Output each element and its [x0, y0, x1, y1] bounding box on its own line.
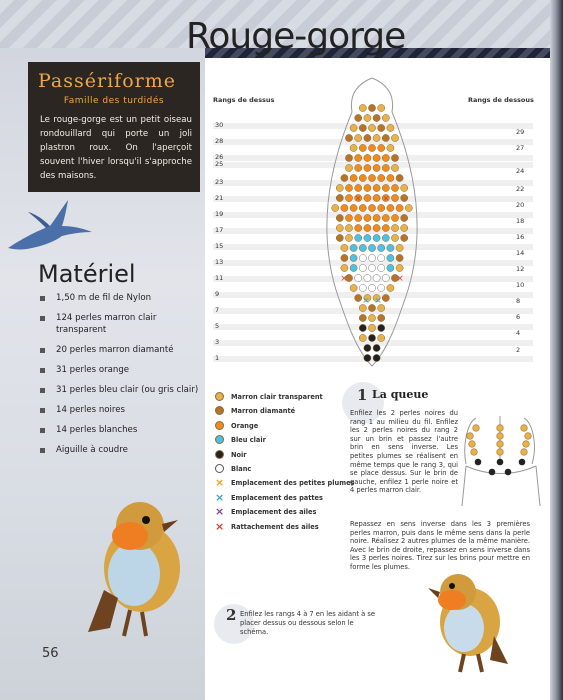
bead: [387, 144, 394, 151]
bead: [341, 264, 348, 271]
bead: [368, 144, 375, 151]
cross-icon: ×: [215, 476, 225, 490]
bead: [359, 124, 366, 131]
step2-number: 2: [226, 606, 237, 624]
bead: [368, 334, 375, 341]
bead: [364, 194, 371, 201]
bead: [336, 194, 343, 201]
legend-label: Emplacement des pattes: [231, 493, 323, 502]
materials-item: Aiguille à coudre: [40, 444, 200, 456]
legend-label: Marron diamanté: [231, 407, 296, 416]
tail-diagram: [458, 414, 544, 510]
materials-item: 124 perles marron clair transparent: [40, 312, 200, 336]
row-number-left: 28: [215, 137, 224, 145]
bead: [378, 204, 385, 211]
bead: [355, 164, 362, 171]
materials-item: 31 perles bleu clair (ou gris clair): [40, 384, 200, 396]
bead: [336, 214, 343, 221]
materials-item: 14 perles noires: [40, 404, 200, 416]
bead: [332, 204, 339, 211]
bead: [345, 164, 352, 171]
bead: [355, 184, 362, 191]
bead: [378, 124, 385, 131]
beaded-robin-photo: [84, 490, 194, 640]
row-number-right: 12: [516, 265, 525, 273]
bead: [368, 204, 375, 211]
bead: [391, 214, 398, 221]
bead: [368, 244, 375, 251]
bird-family: Famille des turdidés: [63, 96, 165, 106]
bead-swatch-icon: [215, 406, 224, 415]
bead: [401, 184, 408, 191]
bead: [396, 244, 403, 251]
cross-icon: ×: [215, 519, 225, 533]
thread-outline: [327, 78, 417, 366]
bead: [364, 164, 371, 171]
bird-order: Passériforme: [38, 70, 176, 92]
bead: [378, 254, 385, 261]
bead: [364, 114, 371, 121]
bead: [345, 154, 352, 161]
bead: [401, 234, 408, 241]
bead-swatch-icon: [215, 464, 224, 473]
legend-label: Blanc: [231, 465, 252, 473]
bead: [391, 194, 398, 201]
page-title: Rouge-gorge: [186, 16, 406, 57]
bead: [355, 114, 362, 121]
bead: [378, 174, 385, 181]
bead: [345, 234, 352, 241]
bead: [391, 234, 398, 241]
bead: [401, 214, 408, 221]
bead: [373, 234, 380, 241]
bead: [373, 214, 380, 221]
cross-marker: ×: [396, 274, 404, 284]
bead: [387, 264, 394, 271]
bead: [396, 204, 403, 211]
bead-swatch-icon: [215, 421, 224, 430]
bead: [350, 204, 357, 211]
bead: [382, 214, 389, 221]
bead: [373, 184, 380, 191]
row-number-right: 29: [516, 128, 525, 136]
bead: [345, 224, 352, 231]
row-number-right: 6: [516, 313, 521, 321]
row-number-right: 24: [516, 167, 525, 175]
bead: [359, 264, 366, 271]
step2-text: Enfilez les rangs 4 à 7 en les aidant à se placer dessus ou dessous selon le schéma.: [240, 610, 375, 636]
bead: [382, 224, 389, 231]
row-number-left: 21: [215, 194, 224, 202]
row-number-left: 26: [215, 153, 224, 161]
bead: [345, 134, 352, 141]
cross-marker: ×: [340, 274, 348, 284]
bead: [336, 234, 343, 241]
legend-label: Bleu clair: [231, 436, 266, 445]
row-number-right: 2: [516, 346, 521, 354]
row-number-right: 10: [516, 281, 525, 289]
row-number-left: 1: [215, 354, 220, 362]
bead: [382, 164, 389, 171]
bottom-rows-label: Rangs de dessous: [468, 96, 534, 104]
bead: [373, 164, 380, 171]
bead-swatch-icon: [215, 450, 224, 459]
bead: [373, 134, 380, 141]
bead: [345, 214, 352, 221]
row-number-left: 3: [215, 338, 220, 346]
bead: [382, 294, 389, 301]
bead: [387, 244, 394, 251]
step1-title: La queue: [372, 388, 429, 401]
bead: [401, 194, 408, 201]
row-number-left: 5: [215, 322, 220, 330]
bead: [359, 314, 366, 321]
bead: [350, 264, 357, 271]
bead: [359, 204, 366, 211]
bead: [382, 274, 389, 281]
bead: [382, 114, 389, 121]
bead: [387, 124, 394, 131]
row-number-right: 18: [516, 217, 525, 225]
row-number-left: 9: [215, 290, 220, 298]
materials-item: 31 perles orange: [40, 364, 200, 376]
bead: [364, 134, 371, 141]
row-number-left: 17: [215, 226, 224, 234]
bead: [336, 224, 343, 231]
bead: [359, 174, 366, 181]
bead: [350, 174, 357, 181]
bead: [364, 234, 371, 241]
step1-number: 1: [357, 386, 368, 404]
bead: [387, 204, 394, 211]
bead: [373, 354, 380, 361]
bead: [378, 264, 385, 271]
bead: [378, 104, 385, 111]
bead: [368, 174, 375, 181]
bead: [387, 174, 394, 181]
bead: [391, 164, 398, 171]
bead: [355, 274, 362, 281]
bead: [355, 224, 362, 231]
bead: [382, 234, 389, 241]
bead: [368, 124, 375, 131]
bead: [373, 274, 380, 281]
bead: [350, 124, 357, 131]
bead: [396, 254, 403, 261]
legend-label: Rattachement des ailes: [231, 522, 319, 531]
materials-item: 20 perles marron diamanté: [40, 344, 200, 356]
bead: [350, 244, 357, 251]
bead: [359, 144, 366, 151]
bead: [355, 294, 362, 301]
bead-swatch-icon: [215, 392, 224, 401]
bead: [387, 254, 394, 261]
legend-label: Marron clair transparent: [231, 393, 323, 401]
row-number-left: 23: [215, 178, 224, 186]
bead: [378, 334, 385, 341]
legend-item: [215, 507, 375, 519]
legend-label: Noir: [231, 450, 247, 459]
bead: [391, 134, 398, 141]
bead: [368, 314, 375, 321]
bead: [350, 284, 357, 291]
bead: [355, 234, 362, 241]
legend-label: Emplacement des ailes: [231, 508, 317, 517]
row-number-right: 16: [516, 233, 525, 241]
bead: [382, 184, 389, 191]
bead: [364, 214, 371, 221]
bead: [373, 114, 380, 121]
bead: [368, 104, 375, 111]
page-number: 56: [42, 646, 59, 661]
row-number-right: 4: [516, 329, 521, 337]
bead: [341, 204, 348, 211]
bead: [378, 314, 385, 321]
bead: [345, 184, 352, 191]
bead: [373, 194, 380, 201]
beaded-robin-photo-small: [424, 566, 510, 676]
row-number-right: 22: [516, 185, 525, 193]
bead: [364, 344, 371, 351]
bead: [368, 264, 375, 271]
step1-text: Enfilez les 2 perles noires du rang 1 au milieu du fil. Enfilez les 2 perles noires du rang 2 sur un brin et passez l'autre brin en sens inverse. Les petites plumes se réalisent en même temps que le rang 3, qui se place dessus. Sur le brin de gauche, enfilez 1 perle noire et 4 perles marron clair.: [350, 409, 458, 495]
cross-icon: ×: [215, 490, 225, 504]
row-number-left: 7: [215, 306, 220, 314]
cross-marker: ×: [382, 194, 390, 204]
bead: [341, 254, 348, 261]
bead: [350, 254, 357, 261]
bead: [382, 154, 389, 161]
bead: [387, 284, 394, 291]
bead: [396, 264, 403, 271]
bead: [405, 204, 412, 211]
bead: [368, 324, 375, 331]
bead: [391, 224, 398, 231]
bead: [359, 104, 366, 111]
bead: [355, 154, 362, 161]
bead: [401, 224, 408, 231]
bead: [359, 324, 366, 331]
bead: [391, 184, 398, 191]
cross-marker: ×: [354, 194, 362, 204]
cross-marker: ×: [374, 296, 382, 306]
cross-marker: ×: [362, 296, 370, 306]
bead: [373, 154, 380, 161]
bead: [368, 284, 375, 291]
bead: [378, 244, 385, 251]
bead: [391, 154, 398, 161]
row-number-right: 8: [516, 297, 521, 305]
materials-heading: Matériel: [38, 260, 136, 288]
row-number-left: 13: [215, 258, 224, 266]
bead: [341, 244, 348, 251]
row-number-left: 11: [215, 274, 224, 282]
bird-description: Le rouge-gorge est un petit oiseau rondouillard qui porte un joli plastron roux. On l'aperçoit souvent l'hiver lorsqu'il s'approche des maisons.: [40, 115, 192, 181]
cross-icon: ×: [215, 505, 225, 519]
bead: [378, 144, 385, 151]
legend-label: Emplacement des petites plumes: [231, 479, 355, 488]
bead: [350, 144, 357, 151]
bead: [341, 174, 348, 181]
bead: [382, 134, 389, 141]
bead: [396, 174, 403, 181]
legend-label: Orange: [231, 421, 259, 430]
bead: [364, 224, 371, 231]
row-number-right: 27: [516, 144, 525, 152]
bead: [359, 254, 366, 261]
bead: [336, 184, 343, 191]
bead: [364, 184, 371, 191]
bead-swatch-icon: [215, 435, 224, 444]
row-number-left: 15: [215, 242, 224, 250]
bead: [368, 254, 375, 261]
bead: [364, 274, 371, 281]
bead: [359, 244, 366, 251]
materials-item: 1,50 m de fil de Nylon: [40, 292, 200, 304]
bead: [378, 284, 385, 291]
bead: [373, 224, 380, 231]
bead: [373, 344, 380, 351]
step1-text-continued: Repassez en sens inverse dans les 3 premières perles marron, puis dans le même sens dans la perle noire. Réalisez 2 autres plumes de la même manière. Avec le brin de droite, repassez en sens inverse dans les 3 perles noires. Tirez sur les brins pour mettre en forme les plumes.: [350, 520, 530, 571]
bead: [345, 194, 352, 201]
bead: [355, 134, 362, 141]
row-number-left: 25: [215, 160, 224, 168]
bead: [359, 284, 366, 291]
top-rows-label: Rangs de dessus: [213, 96, 275, 104]
bead: [355, 214, 362, 221]
bead: [364, 154, 371, 161]
bead: [364, 354, 371, 361]
bead: [378, 324, 385, 331]
row-number-right: 20: [516, 201, 525, 209]
row-number-left: 19: [215, 210, 224, 218]
row-number-right: 14: [516, 249, 525, 257]
materials-item: 14 perles blanches: [40, 424, 200, 436]
bead: [359, 334, 366, 341]
row-number-left: 30: [215, 121, 224, 129]
